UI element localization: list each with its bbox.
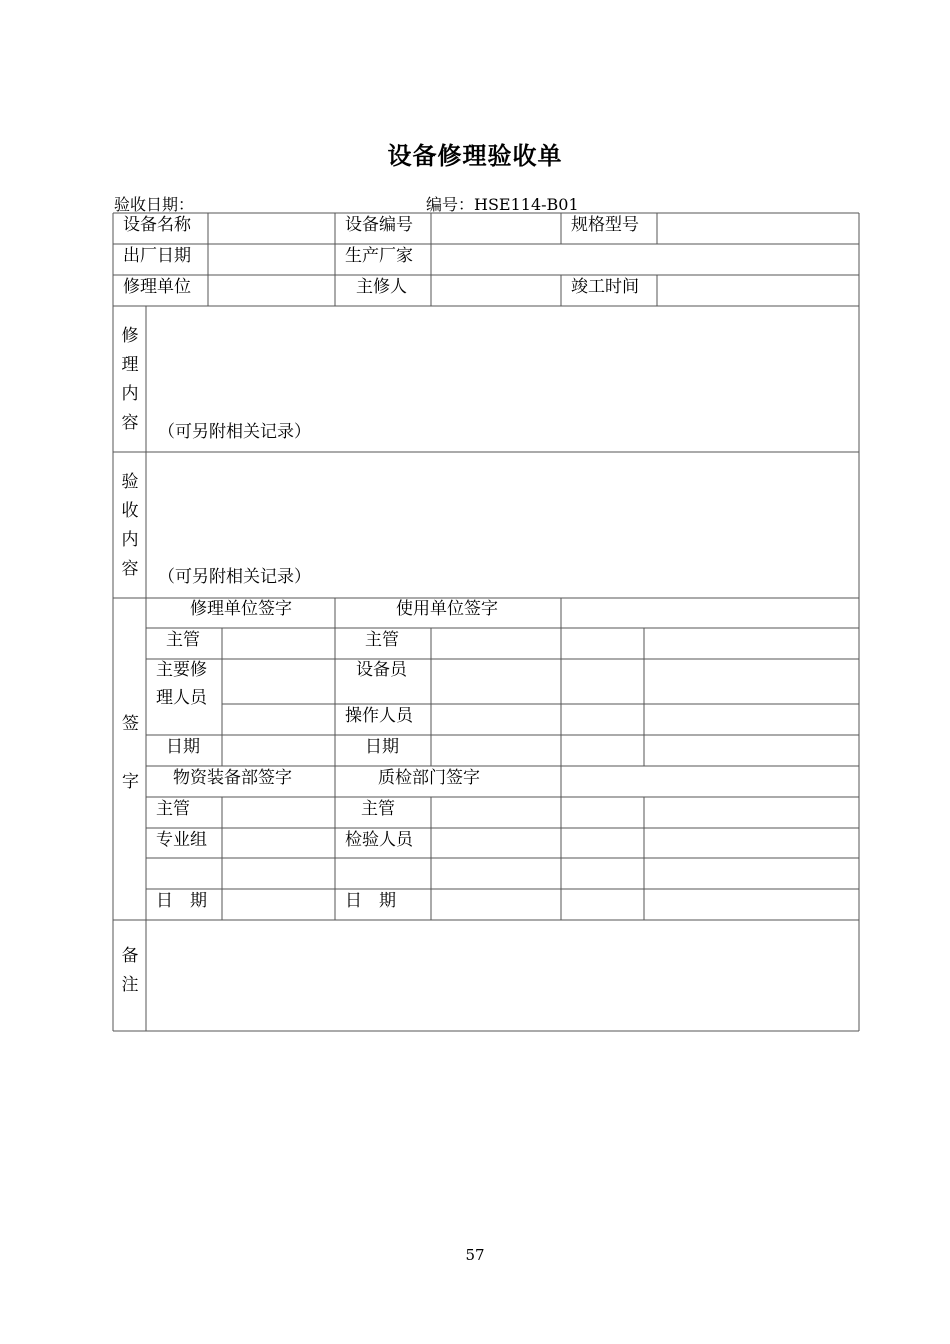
specialist-group-label: 专业组 (156, 830, 207, 850)
supervisor-label-left-2: 主管 (156, 799, 190, 819)
signature-label-char-2: 字 (122, 772, 139, 792)
supervisor-field-left-2[interactable] (223, 798, 334, 827)
factory-date-label: 出厂日期 (123, 246, 191, 266)
factory-date-field[interactable] (209, 245, 334, 274)
spec-model-label: 规格型号 (571, 215, 639, 235)
inspector-field[interactable] (432, 829, 560, 857)
qc-dept-sign-heading: 质检部门签字 (378, 768, 480, 788)
repair-unit-sign-heading: 修理单位签字 (190, 599, 292, 619)
supervisor-label-right-2: 主管 (361, 799, 395, 819)
materials-dept-sign-heading: 物资装备部签字 (173, 768, 292, 788)
date-field-left[interactable] (223, 736, 334, 765)
equipment-name-label: 设备名称 (123, 215, 191, 235)
equipment-name-field[interactable] (209, 214, 334, 243)
page-number: 57 (465, 1246, 485, 1264)
acceptance-date-label: 验收日期： (114, 195, 195, 214)
date-label-right-2: 日 期 (345, 891, 396, 911)
main-repairer-field[interactable] (432, 276, 560, 305)
date-field-left-2[interactable] (223, 890, 334, 919)
repair-content-label: 修 理 内 容 (121, 326, 139, 433)
date-field-right[interactable] (432, 736, 560, 765)
signature-label-char-1: 签 (122, 714, 139, 734)
main-repair-staff-label-line1: 主要修 (156, 660, 207, 680)
supervisor-label-right: 主管 (365, 630, 399, 650)
supervisor-field-left[interactable] (223, 629, 334, 658)
equipment-officer-label: 设备员 (356, 660, 407, 680)
repair-unit-label: 修理单位 (123, 277, 191, 297)
supervisor-field-right-2[interactable] (432, 798, 560, 827)
main-repair-staff-field[interactable] (223, 660, 334, 703)
remarks-label: 备 注 (121, 946, 139, 995)
equipment-number-label: 设备编号 (345, 215, 413, 235)
date-label-left: 日期 (166, 737, 200, 757)
use-unit-sign-heading: 使用单位签字 (396, 599, 498, 619)
manufacturer-label: 生产厂家 (345, 246, 413, 266)
completion-time-field[interactable] (658, 276, 858, 305)
equipment-number-field[interactable] (432, 214, 560, 243)
manufacturer-field[interactable] (432, 245, 858, 274)
form-title: 设备修理验收单 (387, 141, 563, 170)
acceptance-content-label: 验 收 内 容 (121, 472, 139, 579)
repair-unit-field[interactable] (209, 276, 334, 305)
date-field-right-2[interactable] (432, 890, 560, 919)
acceptance-content-note: （可另附相关记录） (158, 567, 311, 587)
supervisor-label-left: 主管 (166, 630, 200, 650)
date-label-left-2: 日 期 (156, 891, 207, 911)
spec-model-field[interactable] (658, 214, 858, 243)
operator-field[interactable] (432, 705, 560, 734)
operator-label: 操作人员 (345, 706, 413, 726)
inspector-label: 检验人员 (345, 830, 413, 850)
remarks-field[interactable] (147, 921, 858, 1030)
completion-time-label: 竣工时间 (571, 277, 639, 297)
date-label-right: 日期 (365, 737, 399, 757)
equipment-officer-field[interactable] (432, 660, 560, 703)
supervisor-field-right[interactable] (432, 629, 560, 658)
specialist-group-field[interactable] (223, 829, 334, 857)
repair-content-note: （可另附相关记录） (158, 422, 311, 442)
form-number-label: 编号：HSE114-B01 (426, 195, 579, 214)
main-repairer-label: 主修人 (356, 277, 407, 297)
main-repair-staff-label-line2: 理人员 (156, 688, 207, 708)
